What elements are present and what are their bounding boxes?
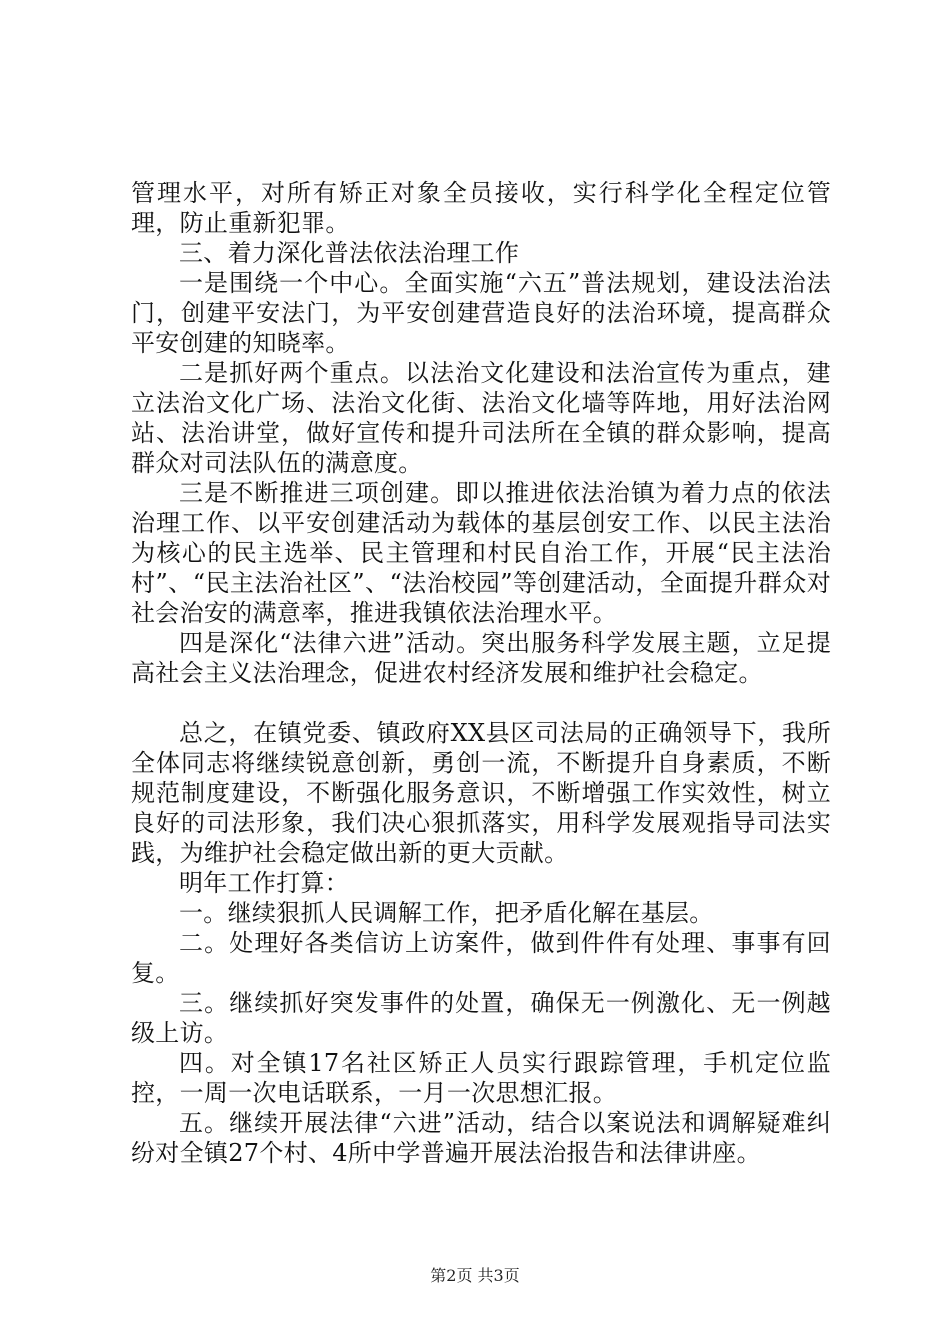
paragraph-summary: 总之，在镇党委、镇政府XX县区司法局的正确领导下，我所全体同志将继续锐意创新，勇创一流，不断提升自身素质，不断规范制度建设，不断强化服务意识，不断增强工作实效性，树立良好的司法形象，我们决心狠抓落实，用科学发展观指导司法实践，为维护社会稳定做出新的更大贡献。 (131, 719, 831, 867)
next-year-plan-heading: 明年工作打算： (179, 869, 350, 897)
plan-item-2: 二。处理好各类信访上访案件，做到件件有处理、事事有回复。 (131, 929, 831, 987)
paragraph-four-six-entries: 四是深化“法律六进”活动。突出服务科学发展主题，立足提高社会主义法治理念，促进农村经济发展和维护社会稳定。 (131, 629, 831, 687)
paragraph-continuation: 管理水平，对所有矫正对象全员接收，实行科学化全程定位管理，防止重新犯罪。 (131, 179, 831, 237)
paragraph-two-focus: 二是抓好两个重点。以法治文化建设和法治宣传为重点，建立法治文化广场、法治文化街、法治文化墙等阵地，用好法治网站、法治讲堂，做好宣传和提升司法所在全镇的群众影响，提高群众对司法队伍的满意度。 (131, 359, 831, 477)
page-footer: 第2页 共3页 (430, 1266, 520, 1285)
section-heading: 三、着力深化普法依法治理工作 (179, 239, 520, 267)
paragraph-one-center: 一是围绕一个中心。全面实施“六五”普法规划，建设法治法门，创建平安法门，为平安创建营造良好的法治环境，提高群众平安创建的知晓率。 (131, 269, 831, 357)
plan-item-5: 五。继续开展法律“六进”活动，结合以案说法和调解疑难纠纷对全镇27个村、4所中学普遍开展法治报告和法律讲座。 (131, 1109, 831, 1167)
document-body (131, 178, 831, 1168)
plan-item-1: 一。继续狠抓人民调解工作，把矛盾化解在基层。 (179, 899, 714, 927)
paragraph-three-creation: 三是不断推进三项创建。即以推进依法治镇为着力点的依法治理工作、以平安创建活动为载体的基层创安工作、以民主法治为核心的民主选举、民主管理和村民自治工作，开展“民主法治村”、“民主法治社区”、“法治校园”等创建活动，全面提升群众对社会治安的满意率，推进我镇依法治理水平。 (131, 479, 831, 627)
plan-item-3: 三。继续抓好突发事件的处置，确保无一例激化、无一例越级上访。 (131, 989, 831, 1047)
plan-item-4: 四。对全镇17名社区矫正人员实行跟踪管理，手机定位监控，一周一次电话联系，一月一次思想汇报。 (131, 1049, 831, 1107)
